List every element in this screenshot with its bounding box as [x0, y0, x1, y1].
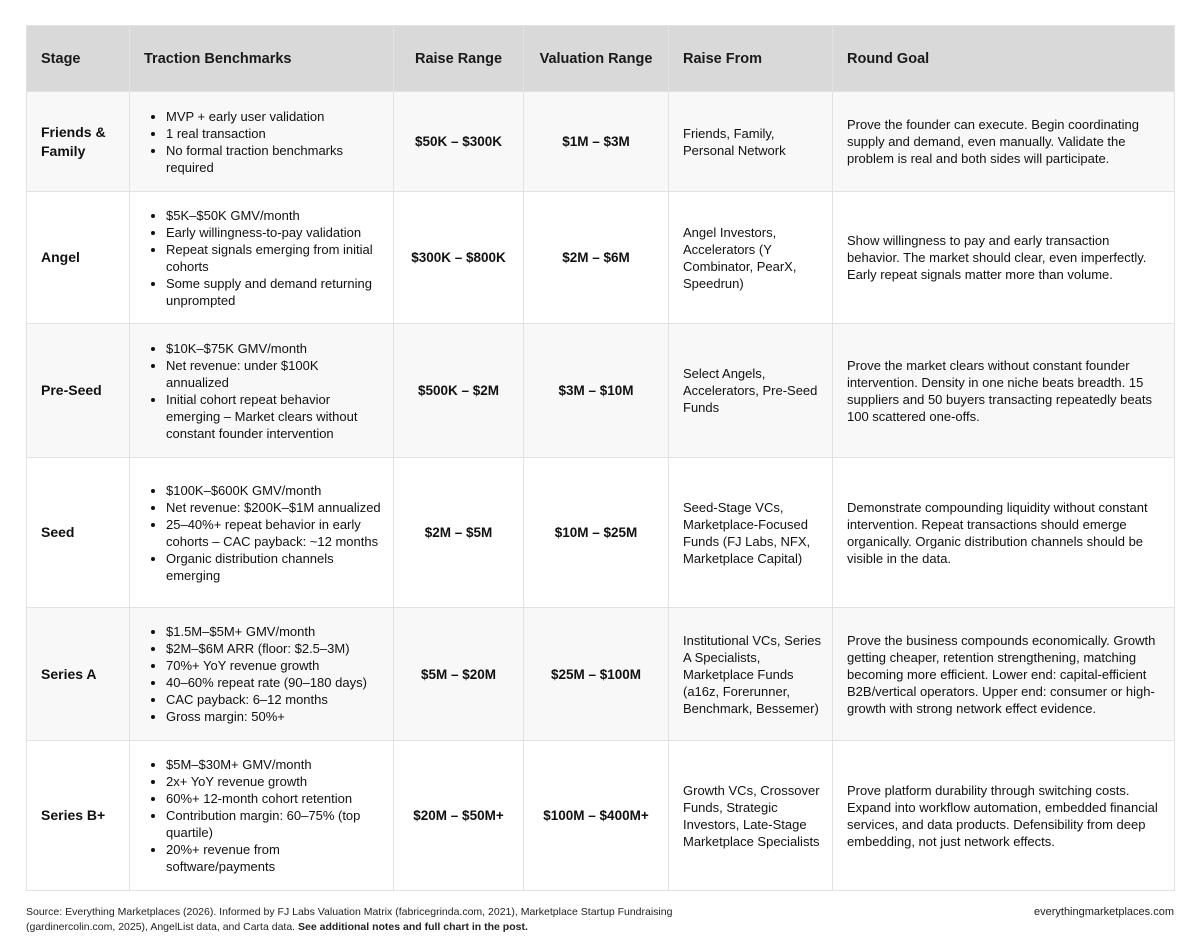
table-row	[27, 608, 1175, 741]
raise-range-cell: $5M – $20M	[394, 608, 524, 741]
valuation-range-cell: $1M – $3M	[524, 92, 669, 192]
site-url: everythingmarketplaces.com	[1033, 906, 1174, 918]
benchmarks-list	[144, 623, 383, 725]
benchmarks-list	[144, 340, 383, 442]
benchmark-item: • Net revenue: under $100K annualized	[166, 357, 383, 391]
benchmark-item: • 70%+ YoY revenue growth	[166, 657, 383, 674]
benchmark-item: • $2M–$6M ARR (floor: $2.5–3M)	[166, 640, 383, 657]
benchmark-item: • $100K–$600K GMV/month	[166, 482, 383, 499]
benchmarks-list	[144, 482, 383, 584]
raise-from-cell: Select Angels, Accelerators, Pre-Seed Funds	[669, 324, 833, 458]
benchmark-item: • 60%+ 12-month cohort retention	[166, 790, 383, 807]
raise-from-cell: Angel Investors, Accelerators (Y Combinator, PearX, Speedrun)	[669, 192, 833, 324]
benchmark-item: • 40–60% repeat rate (90–180 days)	[166, 674, 383, 691]
header-traction-benchmarks: Traction Benchmarks	[130, 26, 394, 92]
round-goal-cell: Show willingness to pay and early transaction behavior. The market should clear, even imperfectly. Early repeat signals matter more than volume.	[833, 192, 1175, 324]
benchmark-item: • Gross margin: 50%+	[166, 708, 383, 725]
benchmark-item: • Initial cohort repeat behavior emerging – Market clears without constant founder intervention	[166, 391, 383, 442]
benchmark-item: • No formal traction benchmarks required	[166, 142, 383, 176]
valuation-range-cell: $10M – $25M	[524, 458, 669, 608]
valuation-range-cell: $3M – $10M	[524, 324, 669, 458]
fundraising-stage-table-container	[26, 25, 1174, 891]
round-goal-cell: Prove the business compounds economically. Growth getting cheaper, retention strengthening, matching becoming more efficient. Lower end: capital-efficient B2B/vertical operators. Upper end: consumer or high-growth with strong network effect evidence.	[833, 608, 1175, 741]
raise-from-cell: Seed-Stage VCs, Marketplace-Focused Funds (FJ Labs, NFX, Marketplace Capital)	[669, 458, 833, 608]
table-row	[27, 192, 1175, 324]
benchmarks-cell	[130, 192, 394, 324]
header-valuation-range: Valuation Range	[524, 26, 669, 92]
raise-range-cell: $2M – $5M	[394, 458, 524, 608]
benchmark-item: • 20%+ revenue from software/payments	[166, 841, 383, 875]
round-goal-cell: Demonstrate compounding liquidity without constant intervention. Repeat transactions should emerge organically. Organic distribution channels should be visible in the data.	[833, 458, 1175, 608]
raise-range-cell: $500K – $2M	[394, 324, 524, 458]
benchmark-item: • 2x+ YoY revenue growth	[166, 773, 383, 790]
benchmark-item: • Some supply and demand returning unprompted	[166, 275, 383, 309]
header-round-goal: Round Goal	[833, 26, 1175, 92]
stage-cell: Angel	[27, 192, 130, 324]
header-raise-range: Raise Range	[394, 26, 524, 92]
source-note	[26, 905, 706, 935]
benchmarks-cell	[130, 741, 394, 891]
benchmark-item: • Contribution margin: 60–75% (top quartile)	[166, 807, 383, 841]
source-text: Source: Everything Marketplaces (2026). Informed by FJ Labs Valuation Matrix (fabricegrinda.com, 2021), Marketplace Startup Fundraising (gardinercolin.com, 2025), AngelList data, and Carta data.	[26, 906, 673, 933]
benchmark-item: • Early willingness-to-pay validation	[166, 224, 383, 241]
raise-range-cell: $300K – $800K	[394, 192, 524, 324]
benchmark-item: • Organic distribution channels emerging	[166, 550, 383, 584]
benchmarks-list	[144, 756, 383, 875]
valuation-range-cell: $100M – $400M+	[524, 741, 669, 891]
header-raise-from: Raise From	[669, 26, 833, 92]
stage-cell: Pre-Seed	[27, 324, 130, 458]
benchmarks-cell	[130, 608, 394, 741]
stage-cell: Seed	[27, 458, 130, 608]
raise-range-cell: $50K – $300K	[394, 92, 524, 192]
raise-from-cell: Friends, Family, Personal Network	[669, 92, 833, 192]
benchmark-item: • Net revenue: $200K–$1M annualized	[166, 499, 383, 516]
valuation-range-cell: $2M – $6M	[524, 192, 669, 324]
fundraising-stage-table	[26, 25, 1175, 891]
stage-cell: Series B+	[27, 741, 130, 891]
source-see-more: See additional notes and full chart in the post.	[298, 921, 528, 933]
round-goal-cell: Prove the market clears without constant founder intervention. Density in one niche beats breadth. 15 suppliers and 50 buyers transacting repeatedly beats 100 scattered one-offs.	[833, 324, 1175, 458]
table-row	[27, 92, 1175, 192]
benchmarks-cell	[130, 324, 394, 458]
round-goal-cell: Prove platform durability through switching costs. Expand into workflow automation, embedded financial services, and data products. Defensibility from deep embedding, not just network effects.	[833, 741, 1175, 891]
benchmark-item: • $10K–$75K GMV/month	[166, 340, 383, 357]
raise-range-cell: $20M – $50M+	[394, 741, 524, 891]
benchmark-item: • Repeat signals emerging from initial cohorts	[166, 241, 383, 275]
stage-cell: Friends & Family	[27, 92, 130, 192]
benchmark-item: • CAC payback: 6–12 months	[166, 691, 383, 708]
table-row	[27, 458, 1175, 608]
benchmark-item: • 1 real transaction	[166, 125, 383, 142]
benchmark-item: • 25–40%+ repeat behavior in early cohorts – CAC payback: ~12 months	[166, 516, 383, 550]
valuation-range-cell: $25M – $100M	[524, 608, 669, 741]
raise-from-cell: Growth VCs, Crossover Funds, Strategic Investors, Late-Stage Marketplace Specialists	[669, 741, 833, 891]
round-goal-cell: Prove the founder can execute. Begin coordinating supply and demand, even manually. Validate the problem is real and both sides will participate.	[833, 92, 1175, 192]
benchmarks-cell	[130, 92, 394, 192]
benchmarks-cell	[130, 458, 394, 608]
benchmark-item: • $5K–$50K GMV/month	[166, 207, 383, 224]
benchmarks-list	[144, 108, 383, 176]
stage-cell: Series A	[27, 608, 130, 741]
table-header-row	[27, 26, 1175, 92]
benchmark-item: • $5M–$30M+ GMV/month	[166, 756, 383, 773]
benchmarks-list	[144, 207, 383, 309]
header-stage: Stage	[27, 26, 130, 92]
table-row	[27, 324, 1175, 458]
raise-from-cell: Institutional VCs, Series A Specialists, Marketplace Funds (a16z, Forerunner, Benchmark, Bessemer)	[669, 608, 833, 741]
benchmark-item: • $1.5M–$5M+ GMV/month	[166, 623, 383, 640]
benchmark-item: • MVP + early user validation	[166, 108, 383, 125]
table-row	[27, 741, 1175, 891]
